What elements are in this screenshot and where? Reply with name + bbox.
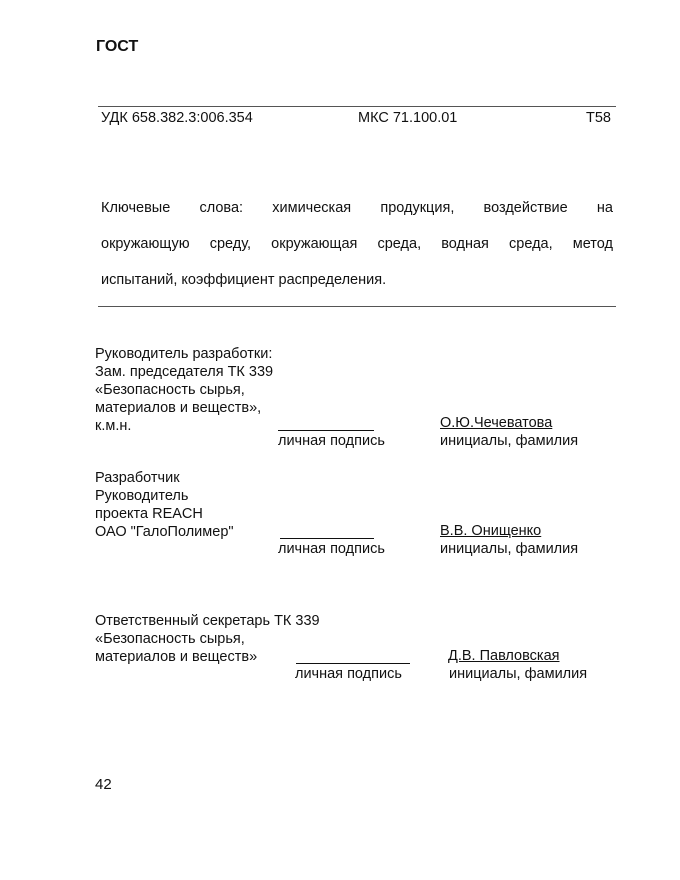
- role-line: Зам. председателя ТК 339: [95, 364, 274, 380]
- signature-line: [296, 663, 410, 664]
- top-divider: [98, 106, 616, 107]
- role-line: «Безопасность сырья,: [95, 631, 245, 647]
- name-caption: инициалы, фамилия: [449, 666, 588, 682]
- signature-caption: личная подпись: [278, 433, 385, 449]
- page-number: 42: [95, 776, 112, 793]
- signature-caption: личная подпись: [295, 666, 402, 682]
- role-line: ОАО "ГалоПолимер": [95, 524, 234, 540]
- role-line: Руководитель: [95, 488, 189, 504]
- header-title: ГОСТ: [96, 38, 139, 55]
- bottom-divider: [98, 306, 616, 307]
- role-line: материалов и веществ»,: [95, 400, 262, 416]
- keywords-line: Ключевые слова: химическая продукция, воздействие на: [101, 200, 613, 216]
- role-line: Руководитель разработки:: [95, 346, 273, 362]
- role-line: Разработчик: [95, 470, 180, 486]
- signer-name: В.В. Онищенко: [440, 523, 542, 539]
- signature-block-lead: [95, 345, 273, 435]
- signature-line: [278, 430, 374, 431]
- signer-name: Д.В. Павловская: [448, 648, 560, 664]
- signature-block-secretary: [95, 612, 320, 666]
- keywords-line: испытаний, коэффициент распределения.: [101, 272, 387, 288]
- udk-code: УДК 658.382.3:006.354: [101, 110, 253, 126]
- role-line: Ответственный секретарь ТК 339: [95, 613, 320, 629]
- signature-line: [280, 538, 374, 539]
- classification-code: T58: [586, 110, 611, 126]
- role-line: материалов и веществ»: [95, 649, 258, 665]
- keywords-line: окружающую среду, окружающая среда, водная среда, метод: [101, 236, 613, 252]
- mks-code: МКС 71.100.01: [358, 110, 458, 126]
- signer-name: О.Ю.Чечеватова: [440, 415, 553, 431]
- role-line: к.м.н.: [95, 418, 132, 434]
- keywords-paragraph: [101, 190, 613, 298]
- signature-block-developer: [95, 469, 234, 541]
- role-line: «Безопасность сырья,: [95, 382, 245, 398]
- name-caption: инициалы, фамилия: [440, 433, 579, 449]
- role-line: проекта REACH: [95, 506, 203, 522]
- name-caption: инициалы, фамилия: [440, 541, 579, 557]
- signature-caption: личная подпись: [278, 541, 385, 557]
